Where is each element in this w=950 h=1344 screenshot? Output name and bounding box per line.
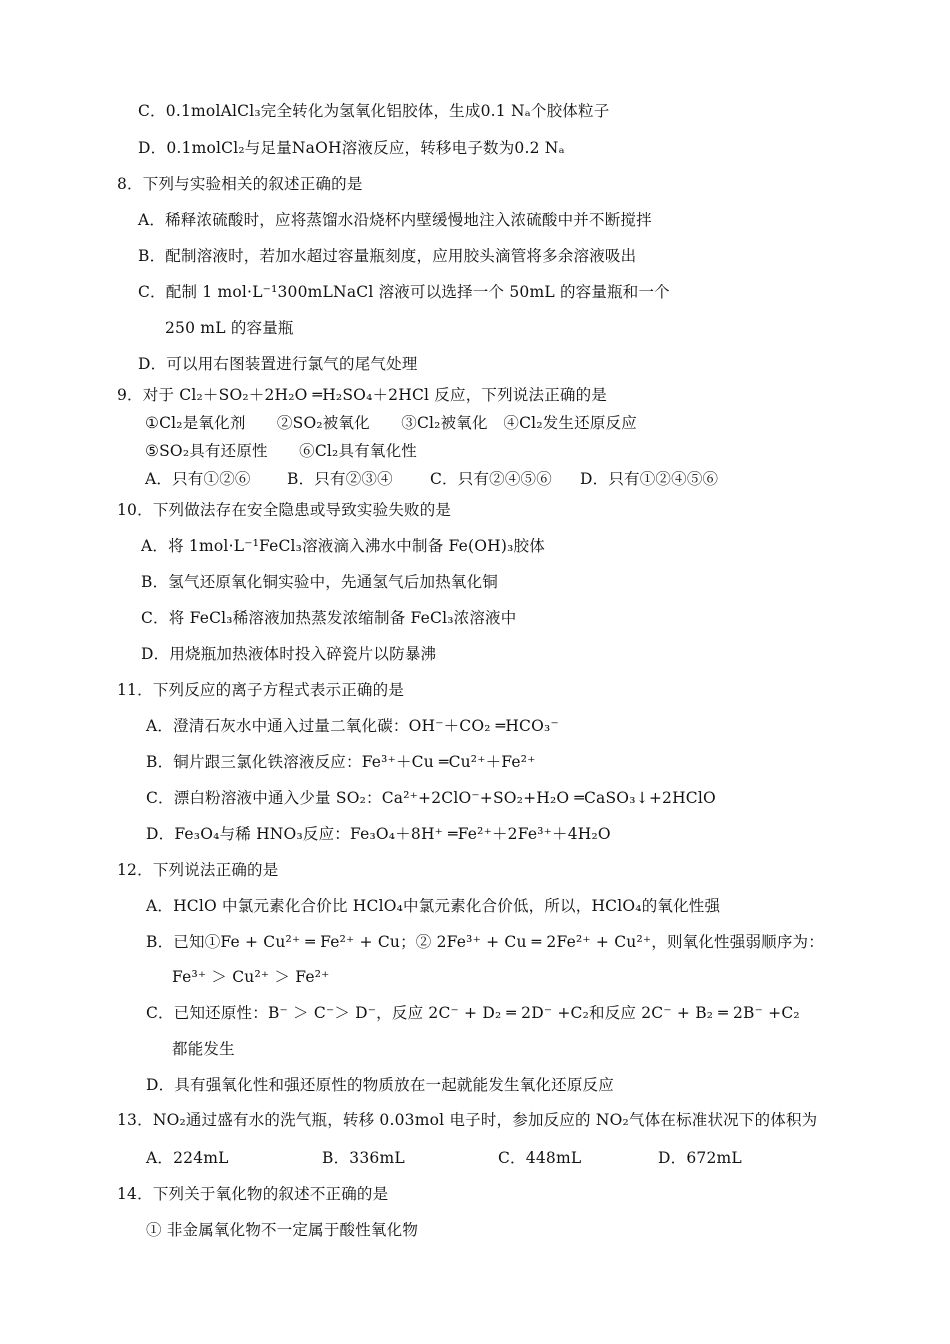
q9-stem: 9．对于 Cl₂＋SO₂＋2H₂O ═H₂SO₄＋2HCl 反应，下列说法正确的是 bbox=[117, 386, 608, 404]
q9-option-a: A．只有①②⑥ bbox=[145, 470, 251, 488]
q11-option-a: A．澄清石灰水中通入过量二氧化碳：OH⁻＋CO₂ ═HCO₃⁻ bbox=[146, 717, 559, 735]
q9-statements-line2: ⑤SO₂具有还原性 ⑥Cl₂具有氧化性 bbox=[145, 442, 417, 460]
q11-option-d: D．Fe₃O₄与稀 HNO₃反应：Fe₃O₄＋8H⁺ ═Fe²⁺＋2Fe³⁺＋4H₂O bbox=[146, 825, 611, 843]
q10-option-d: D．用烧瓶加热液体时投入碎瓷片以防暴沸 bbox=[141, 645, 437, 663]
q12-option-c-line2: 都能发生 bbox=[172, 1040, 235, 1058]
q14-stem: 14．下列关于氧化物的叙述不正确的是 bbox=[117, 1185, 389, 1203]
q14-statement-1: ① 非金属氧化物不一定属于酸性氧化物 bbox=[146, 1221, 419, 1239]
q8-option-d: D．可以用右图装置进行氯气的尾气处理 bbox=[138, 355, 418, 373]
q13-stem: 13．NO₂通过盛有水的洗气瓶，转移 0.03mol 电子时，参加反应的 NO₂气体在标准状况下的体积为 bbox=[117, 1111, 818, 1129]
q11-option-b: B．铜片跟三氯化铁溶液反应：Fe³⁺＋Cu ═Cu²⁺＋Fe²⁺ bbox=[146, 753, 536, 771]
q10-stem: 10．下列做法存在安全隐患或导致实验失败的是 bbox=[117, 501, 452, 519]
q9-statements-line1: ①Cl₂是氧化剂 ②SO₂被氧化 ③Cl₂被氧化 ④Cl₂发生还原反应 bbox=[145, 414, 637, 432]
q11-option-c: C．漂白粉溶液中通入少量 SO₂：Ca²⁺+2ClO⁻+SO₂+H₂O ═CaSO₃↓+2HClO bbox=[146, 789, 716, 807]
q9-option-b: B．只有②③④ bbox=[287, 470, 393, 488]
q12-option-d: D．具有强氧化性和强还原性的物质放在一起就能发生氧化还原反应 bbox=[146, 1076, 614, 1094]
q8-option-c-line1: C．配制 1 mol·L⁻¹300mLNaCl 溶液可以选择一个 50mL 的容量瓶和一个 bbox=[138, 283, 670, 301]
q12-option-c-line1: C．已知还原性：B⁻ ＞ C⁻＞ D⁻，反应 2C⁻ + D₂ ═ 2D⁻ +C₂和反应 2C⁻ + B₂ ═ 2B⁻ +C₂ bbox=[146, 1004, 800, 1022]
q13-option-c: C．448mL bbox=[498, 1149, 582, 1167]
q8-option-a: A．稀释浓硫酸时，应将蒸馏水沿烧杯内壁缓慢地注入浓硫酸中并不断搅拌 bbox=[138, 211, 652, 229]
q13-option-b: B．336mL bbox=[322, 1149, 405, 1167]
q8-option-b: B．配制溶液时，若加水超过容量瓶刻度，应用胶头滴管将多余溶液吸出 bbox=[138, 247, 637, 265]
q9-option-c: C．只有②④⑤⑥ bbox=[430, 470, 552, 488]
q8-stem: 8．下列与实验相关的叙述正确的是 bbox=[117, 175, 363, 193]
q10-option-c: C．将 FeCl₃稀溶液加热蒸发浓缩制备 FeCl₃浓溶液中 bbox=[141, 609, 517, 627]
q7-option-d: D．0.1molCl₂与足量NaOH溶液反应，转移电子数为0.2 Nₐ bbox=[138, 139, 565, 157]
q12-option-b-line1: B．已知①Fe + Cu²⁺ ═ Fe²⁺ + Cu；② 2Fe³⁺ + Cu ═ 2Fe²⁺ + Cu²⁺，则氧化性强弱顺序为： bbox=[146, 933, 824, 951]
q12-stem: 12．下列说法正确的是 bbox=[117, 861, 279, 879]
q10-option-b: B．氢气还原氧化铜实验中，先通氢气后加热氧化铜 bbox=[141, 573, 498, 591]
q9-option-d: D．只有①②④⑤⑥ bbox=[580, 470, 719, 488]
q12-option-a: A．HClO 中氯元素化合价比 HClO₄中氯元素化合价低，所以，HClO₄的氧化性强 bbox=[146, 897, 721, 915]
q13-option-a: A．224mL bbox=[146, 1149, 229, 1167]
q10-option-a: A．将 1mol·L⁻¹FeCl₃溶液滴入沸水中制备 Fe(OH)₃胶体 bbox=[141, 537, 545, 555]
q8-option-c-line2: 250 mL 的容量瓶 bbox=[165, 319, 294, 337]
q7-option-c: C．0.1molAlCl₃完全转化为氢氧化铝胶体，生成0.1 Nₐ个胶体粒子 bbox=[138, 102, 610, 120]
q11-stem: 11．下列反应的离子方程式表示正确的是 bbox=[117, 681, 405, 699]
q13-option-d: D．672mL bbox=[658, 1149, 742, 1167]
q12-option-b-line2: Fe³⁺ ＞ Cu²⁺ ＞ Fe²⁺ bbox=[172, 968, 330, 986]
